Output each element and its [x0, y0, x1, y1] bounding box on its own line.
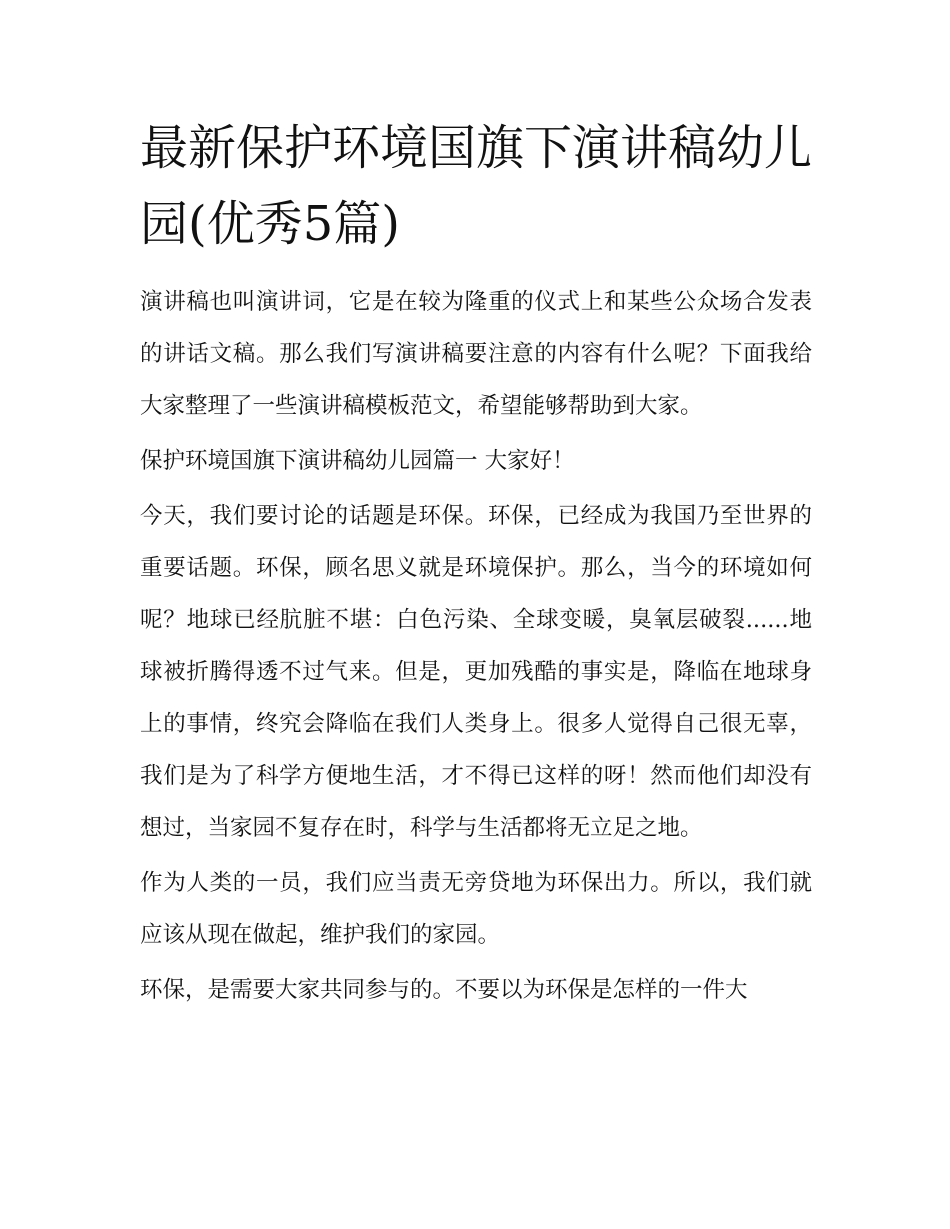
paragraph-section-heading: 保护环境国旗下演讲稿幼儿园篇一 大家好！: [140, 448, 575, 474]
paragraph-body-2: 作为人类的一员，我们应当责无旁贷地为环保出力。所以，我们就应该从现在做起，维护我们的家园。: [140, 870, 812, 948]
paragraph-body-1: 今天，我们要讨论的话题是环保。环保，已经成为我国乃至世界的重要话题。环保，顾名思义就是环境保护。那么，当今的环境如何呢？地球已经肮脏不堪：白色污染、全球变暖，臭氧层破裂......地球被折腾得透不过气来。但是，更加残酷的事实是，降临在地球身上的事情，终究会降临在我们人类身上。很多人觉得自己很无辜，我们是为了科学方便地生活，才不得已这样的呀！然而他们却没有想过，当家园不复存在时，科学与生活都将无立足之地。: [140, 503, 812, 841]
paragraph-body-3: 环保，是需要大家共同参与的。不要以为环保是怎样的一件大: [140, 977, 748, 1003]
document-body: [140, 276, 812, 1019]
document-title: 最新保护环境国旗下演讲稿幼儿园(优秀5篇): [140, 120, 813, 252]
paragraph-intro: 演讲稿也叫演讲词，它是在较为隆重的仪式上和某些公众场合发表的讲话文稿。那么我们写演讲稿要注意的内容有什么呢？下面我给大家整理了一些演讲稿模板范文，希望能够帮助到大家。: [140, 289, 812, 419]
